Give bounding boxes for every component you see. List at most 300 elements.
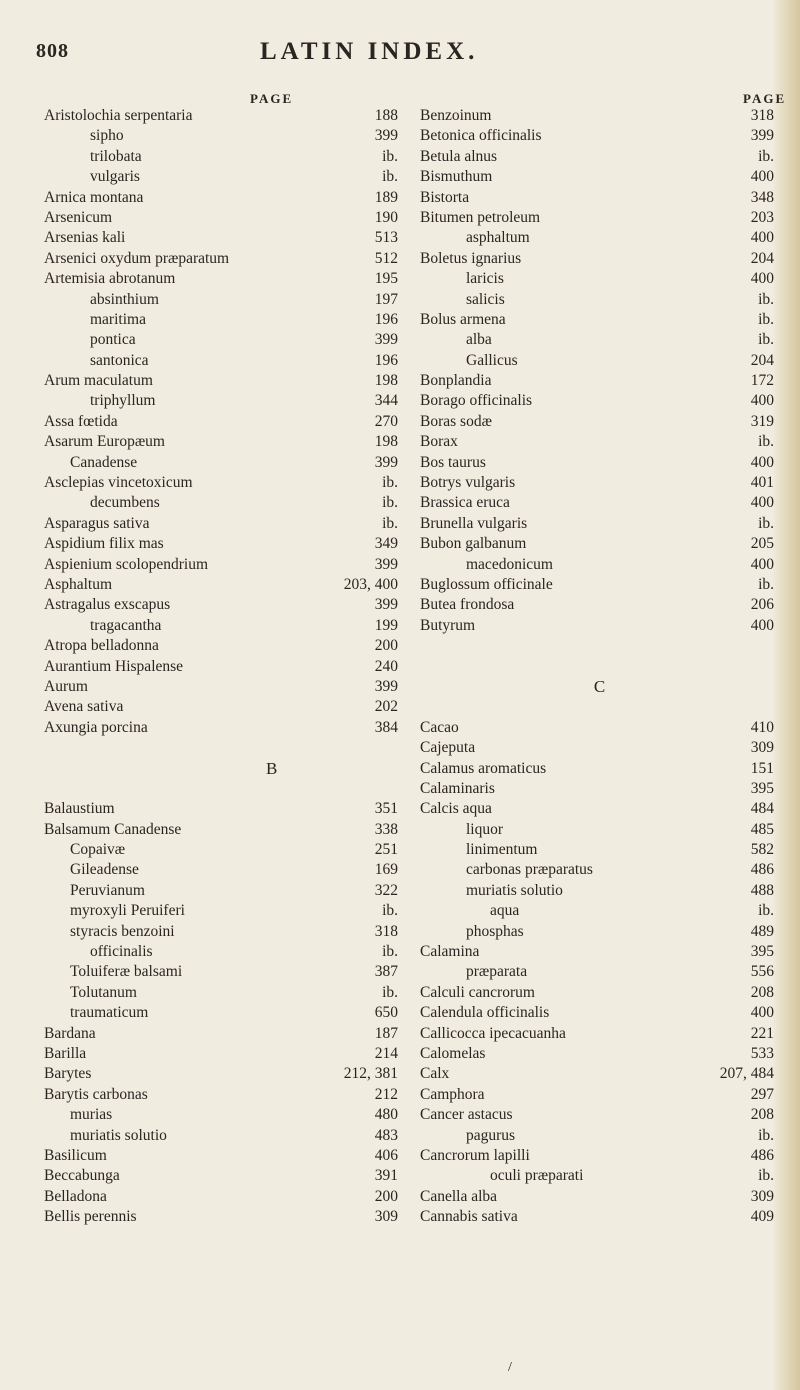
index-term: absinthium [90, 290, 159, 308]
index-entry [44, 636, 404, 656]
index-term: Astragalus exscapus [44, 596, 171, 614]
index-entry [44, 330, 404, 350]
index-term: Borago officinalis [420, 392, 533, 410]
index-page-ref: 399 [374, 331, 398, 349]
index-term: Borax [420, 433, 458, 451]
index-entry [44, 106, 404, 126]
index-term: Brunella vulgaris [420, 514, 528, 532]
index-entry [420, 269, 780, 289]
index-entry [44, 473, 404, 493]
index-page-ref: 533 [750, 1044, 774, 1062]
page-number: 808 [36, 40, 69, 62]
index-entry [420, 493, 780, 513]
index-page-ref: 513 [374, 229, 398, 247]
index-term: Barilla [44, 1044, 87, 1062]
index-entry [44, 616, 404, 636]
index-page-ref: ib. [758, 147, 774, 165]
index-page-ref: ib. [758, 514, 774, 532]
index-term: Canadense [70, 453, 138, 471]
index-page-ref: ib. [382, 943, 398, 961]
index-page-ref: 399 [374, 127, 398, 145]
index-entry [44, 555, 404, 575]
index-page-ref: ib. [382, 474, 398, 492]
index-page-ref: 318 [374, 922, 398, 940]
index-page-ref: 189 [374, 188, 398, 206]
index-page-ref: 349 [374, 535, 398, 553]
index-entry [44, 820, 404, 840]
index-entry [420, 942, 780, 962]
index-entry [420, 453, 780, 473]
index-page-ref: 318 [750, 107, 774, 124]
index-page-ref: 251 [374, 841, 398, 859]
index-page-ref: 650 [374, 1004, 398, 1022]
index-term: Avena sativa [44, 698, 124, 716]
index-entry [420, 860, 780, 880]
index-term: Calaminaris [420, 779, 495, 797]
index-entry [420, 351, 780, 371]
index-term: myroxyli Peruiferi [70, 902, 185, 920]
index-entry [44, 1146, 404, 1166]
index-page-ref: 395 [750, 943, 774, 961]
index-term: Calx [420, 1065, 450, 1083]
index-entry [420, 391, 780, 411]
index-term: Atropa belladonna [44, 637, 159, 655]
index-entry [44, 983, 404, 1003]
index-term: Boras sodæ [420, 412, 492, 430]
index-page-ref: 187 [374, 1024, 398, 1042]
index-page-ref: ib. [758, 310, 774, 328]
index-term: Brassica eruca [420, 494, 510, 512]
index-page-ref: 195 [374, 270, 398, 288]
index-page-ref: 400 [750, 453, 774, 471]
index-term: Barytis carbonas [44, 1085, 148, 1103]
index-page-ref: 212 [374, 1085, 398, 1103]
index-term: murias [70, 1106, 113, 1124]
index-term: vulgaris [90, 168, 140, 186]
index-page-ref: 197 [374, 290, 398, 308]
index-page-ref: 199 [374, 616, 398, 634]
index-term: Cannabis sativa [420, 1208, 518, 1226]
index-page-ref: 203 [750, 208, 774, 226]
index-page-ref: 400 [750, 616, 774, 634]
index-term: Calcis aqua [420, 800, 492, 818]
index-entry [44, 371, 404, 391]
index-page-ref: 205 [750, 535, 774, 553]
index-entry [420, 188, 780, 208]
index-page-ref: 309 [750, 739, 774, 757]
section-letter: B [266, 758, 279, 778]
index-term: Aspienium scolopendrium [44, 555, 209, 573]
index-term: Cajeputa [420, 739, 476, 757]
index-page-ref: 309 [750, 1187, 774, 1205]
index-term: Calamina [420, 943, 480, 961]
index-term: Bardana [44, 1024, 96, 1042]
index-page-ref: 270 [374, 412, 398, 430]
index-term: Arsenias kali [44, 229, 126, 247]
index-term: Copaivæ [70, 841, 126, 859]
index-page-ref: 322 [374, 881, 398, 899]
index-entry [420, 922, 780, 942]
page-column-label-right: PAGE [743, 91, 787, 106]
index-term: santonica [90, 351, 149, 369]
index-term: Asclepias vincetoxicum [44, 474, 193, 492]
index-entry [420, 983, 780, 1003]
index-page-ref: ib. [382, 514, 398, 532]
index-page-ref: 206 [750, 596, 774, 614]
index-term: Aurantium Hispalense [44, 657, 184, 675]
index-term: Tolutanum [70, 983, 137, 1001]
index-page-ref: ib. [382, 494, 398, 512]
index-entry [420, 310, 780, 330]
index-page-ref: 188 [374, 107, 398, 124]
index-entry [420, 901, 780, 921]
index-page-ref: 297 [750, 1085, 774, 1103]
index-entry [420, 779, 780, 799]
index-page-ref: ib. [758, 902, 774, 920]
index-page-ref: 151 [750, 759, 774, 777]
index-entry [420, 1003, 780, 1023]
index-term: muriatis solutio [70, 1126, 167, 1144]
index-term: Cancrorum lapilli [420, 1146, 530, 1164]
index-entry [44, 881, 404, 901]
index-term: Benzoinum [420, 107, 492, 124]
index-page-ref: 190 [374, 208, 398, 226]
index-page-ref: 202 [374, 698, 398, 716]
index-term: liquor [466, 820, 504, 838]
index-entry [44, 1085, 404, 1105]
index-entry [44, 290, 404, 310]
index-entry [44, 962, 404, 982]
index-term: Peruvianum [70, 881, 145, 899]
index-term: Beccabunga [44, 1167, 120, 1185]
index-entry [44, 493, 404, 513]
index-page-ref: 214 [374, 1044, 398, 1062]
index-page-ref: 399 [374, 677, 398, 695]
index-page-ref: 196 [374, 310, 398, 328]
index-term: maritima [90, 310, 146, 328]
index-page-ref: 384 [374, 718, 398, 736]
index-page-ref: 351 [374, 800, 398, 818]
index-page-ref: 200 [374, 1187, 398, 1205]
index-term: asphaltum [466, 229, 530, 247]
index-page-ref: 387 [374, 963, 398, 981]
index-term: traumaticum [70, 1004, 149, 1022]
index-term: Bonplandia [420, 372, 492, 390]
index-entry [44, 208, 404, 228]
index-term: Balaustium [44, 800, 115, 818]
index-entry [420, 1126, 780, 1146]
index-entry [420, 1187, 780, 1207]
index-term: decumbens [90, 494, 160, 512]
index-term: alba [466, 331, 492, 349]
index-entry [44, 453, 404, 473]
index-page-ref: 395 [750, 779, 774, 797]
index-term: Camphora [420, 1085, 485, 1103]
index-page-ref: 556 [750, 963, 774, 981]
index-term: Asphaltum [44, 575, 113, 593]
index-entry [44, 310, 404, 330]
index-page-ref: 484 [750, 800, 774, 818]
index-entry [420, 759, 780, 779]
index-term: Barytes [44, 1065, 92, 1083]
index-entry [44, 595, 404, 615]
index-entry [44, 942, 404, 962]
index-entry [44, 412, 404, 432]
index-page-ref: 200 [374, 637, 398, 655]
index-term: styracis benzoini [70, 922, 175, 940]
index-entry [420, 1085, 780, 1105]
index-entry [44, 1187, 404, 1207]
index-term: Belladona [44, 1187, 107, 1205]
running-head-title: LATIN INDEX. [260, 38, 479, 65]
index-entry [44, 718, 404, 738]
index-entry [420, 657, 780, 677]
index-term: tragacantha [90, 616, 162, 634]
index-entry [420, 799, 780, 819]
index-term: Callicocca ipecacuanha [420, 1024, 566, 1042]
index-term: Calomelas [420, 1044, 486, 1062]
index-page-ref: 204 [750, 249, 774, 267]
index-entry [420, 290, 780, 310]
index-entry [44, 269, 404, 289]
index-entry [44, 697, 404, 717]
index-term: Axungia porcina [44, 718, 148, 736]
index-entry [420, 555, 780, 575]
index-page-ref: 338 [374, 820, 398, 838]
index-page-ref: ib. [758, 331, 774, 349]
index-entry [420, 167, 780, 187]
index-entry [420, 962, 780, 982]
index-entry [44, 860, 404, 880]
index-entry [44, 677, 404, 697]
index-entry [44, 432, 404, 452]
index-entry [44, 575, 404, 595]
index-term: phosphas [466, 922, 524, 940]
index-term: Arsenici oxydum præparatum [44, 249, 230, 267]
index-entry [420, 1166, 780, 1186]
index-term: Bos taurus [420, 453, 486, 471]
index-page-ref: 486 [750, 1146, 774, 1164]
index-page-ref: ib. [758, 1167, 774, 1185]
index-entry [420, 595, 780, 615]
index-entry [44, 1105, 404, 1125]
index-term: præparata [466, 963, 528, 981]
index-term: Bellis perennis [44, 1208, 137, 1226]
index-entry [420, 412, 780, 432]
index-entry [420, 534, 780, 554]
index-entry [420, 1064, 780, 1084]
index-page-ref: 400 [750, 494, 774, 512]
index-page-ref: 169 [374, 861, 398, 879]
index-entry [420, 473, 780, 493]
index-term: Aspidium filix mas [44, 535, 164, 553]
index-term: Calculi cancrorum [420, 983, 535, 1001]
index-entry [44, 1166, 404, 1186]
index-entry [420, 514, 780, 534]
index-term: Butyrum [420, 616, 476, 634]
index-entry [420, 840, 780, 860]
index-entry [44, 1207, 404, 1227]
index-entry [44, 840, 404, 860]
index-entry [420, 575, 780, 595]
index-entry [44, 1024, 404, 1044]
index-entry [420, 1024, 780, 1044]
index-term: Toluiferæ balsami [70, 963, 183, 981]
index-term: Betula alnus [420, 147, 498, 165]
index-entry [44, 1044, 404, 1064]
index-page-ref: 483 [374, 1126, 398, 1144]
index-page-ref: 401 [750, 474, 774, 492]
index-page-ref: 399 [374, 453, 398, 471]
index-page-ref: 489 [750, 922, 774, 940]
index-page-ref: 198 [374, 372, 398, 390]
index-entry [420, 371, 780, 391]
index-entry [420, 432, 780, 452]
index-page-ref: 196 [374, 351, 398, 369]
index-entry [44, 799, 404, 819]
index-page-ref: 207, 484 [719, 1065, 774, 1083]
index-page-ref: 400 [750, 392, 774, 410]
index-entry [44, 922, 404, 942]
index-column-right [420, 106, 780, 1227]
index-term: trilobata [90, 147, 142, 165]
index-term: aqua [490, 902, 520, 920]
index-entry [420, 881, 780, 901]
index-entry [44, 738, 404, 758]
index-entry [420, 126, 780, 146]
index-entry [420, 249, 780, 269]
index-page-ref: 582 [750, 841, 774, 859]
index-page-ref: 240 [374, 657, 398, 675]
index-page-ref: 400 [750, 168, 774, 186]
index-entry [44, 391, 404, 411]
index-entry [420, 820, 780, 840]
index-page-ref: 485 [750, 820, 774, 838]
index-term: macedonicum [466, 555, 553, 573]
index-entry [44, 901, 404, 921]
index-page-ref: 486 [750, 861, 774, 879]
index-entry [44, 779, 404, 799]
index-entry [44, 657, 404, 677]
index-term: Calendula officinalis [420, 1004, 550, 1022]
index-page-ref: ib. [758, 433, 774, 451]
index-entry [420, 228, 780, 248]
index-term: Aurum [44, 677, 88, 695]
index-term: Gallicus [466, 351, 518, 369]
index-term: Boletus ignarius [420, 249, 522, 267]
index-term: Bitumen petroleum [420, 208, 541, 226]
index-term: laricis [466, 270, 504, 288]
index-entry [44, 126, 404, 146]
index-page-ref: 488 [750, 881, 774, 899]
index-page-ref: 198 [374, 433, 398, 451]
index-page-ref: 409 [750, 1208, 774, 1226]
index-term: muriatis solutio [466, 881, 563, 899]
bottom-mark: / [508, 1360, 512, 1375]
index-term: carbonas præparatus [466, 861, 593, 879]
section-letter: C [593, 676, 607, 696]
index-term: triphyllum [90, 392, 156, 410]
page-column-label-left: PAGE [250, 91, 294, 106]
index-entry [420, 147, 780, 167]
index-page-ref: 172 [750, 372, 774, 390]
index-term: Bistorta [420, 188, 470, 206]
index-term: sipho [90, 127, 124, 145]
index-term: Betonica officinalis [420, 127, 542, 145]
index-column-left [44, 106, 404, 1227]
index-page-ref: 400 [750, 555, 774, 573]
index-page-ref: 391 [374, 1167, 398, 1185]
index-term: officinalis [90, 943, 153, 961]
index-page-ref: ib. [382, 147, 398, 165]
index-page-ref: 400 [750, 229, 774, 247]
index-page-ref: 212, 381 [343, 1065, 398, 1083]
index-term: oculi præparati [490, 1167, 584, 1185]
index-entry [420, 616, 780, 636]
index-term: Arnica montana [44, 188, 144, 206]
index-term: Botrys vulgaris [420, 474, 516, 492]
index-page-ref: 399 [750, 127, 774, 145]
index-page-ref: ib. [758, 290, 774, 308]
index-entry [44, 167, 404, 187]
index-entry [420, 718, 780, 738]
index-term: Calamus aromaticus [420, 759, 547, 777]
index-page-ref: 344 [374, 392, 398, 410]
index-entry [420, 330, 780, 350]
index-page-ref: ib. [382, 168, 398, 186]
index-term: salicis [466, 290, 505, 308]
index-page-ref: 203, 400 [343, 575, 398, 593]
index-page-ref: 348 [750, 188, 774, 206]
index-entry [44, 249, 404, 269]
index-page-ref: 399 [374, 596, 398, 614]
index-entry [420, 697, 780, 717]
index-term: pagurus [466, 1126, 516, 1144]
index-page-ref: 309 [374, 1208, 398, 1226]
index-term: Bolus armena [420, 310, 506, 328]
index-term: Butea frondosa [420, 596, 515, 614]
index-entry [420, 1105, 780, 1125]
index-entry [420, 636, 780, 656]
index-page-ref: 410 [750, 718, 774, 736]
index-page-ref: 399 [374, 555, 398, 573]
index-page-ref: ib. [758, 1126, 774, 1144]
index-entry [420, 1044, 780, 1064]
index-page-ref: ib. [758, 575, 774, 593]
index-page-ref: 400 [750, 1004, 774, 1022]
index-entry [420, 1207, 780, 1227]
index-entry [420, 208, 780, 228]
index-term: Asparagus sativa [44, 514, 150, 532]
index-page-ref: ib. [382, 983, 398, 1001]
index-entry [44, 1064, 404, 1084]
index-entry [420, 106, 780, 126]
index-term: Artemisia abrotanum [44, 270, 176, 288]
index-term: Bismuthum [420, 168, 493, 186]
index-entry [44, 351, 404, 371]
index-term: Gileadense [70, 861, 139, 879]
index-term: Balsamum Canadense [44, 820, 182, 838]
index-entry [44, 147, 404, 167]
index-page-ref: 208 [750, 1106, 774, 1124]
index-page-ref: 208 [750, 983, 774, 1001]
index-term: Cacao [420, 718, 459, 736]
index-term: Bubon galbanum [420, 535, 527, 553]
index-entry [44, 228, 404, 248]
index-term: pontica [90, 331, 136, 349]
index-page-ref: ib. [382, 902, 398, 920]
index-page-ref: 319 [750, 412, 774, 430]
